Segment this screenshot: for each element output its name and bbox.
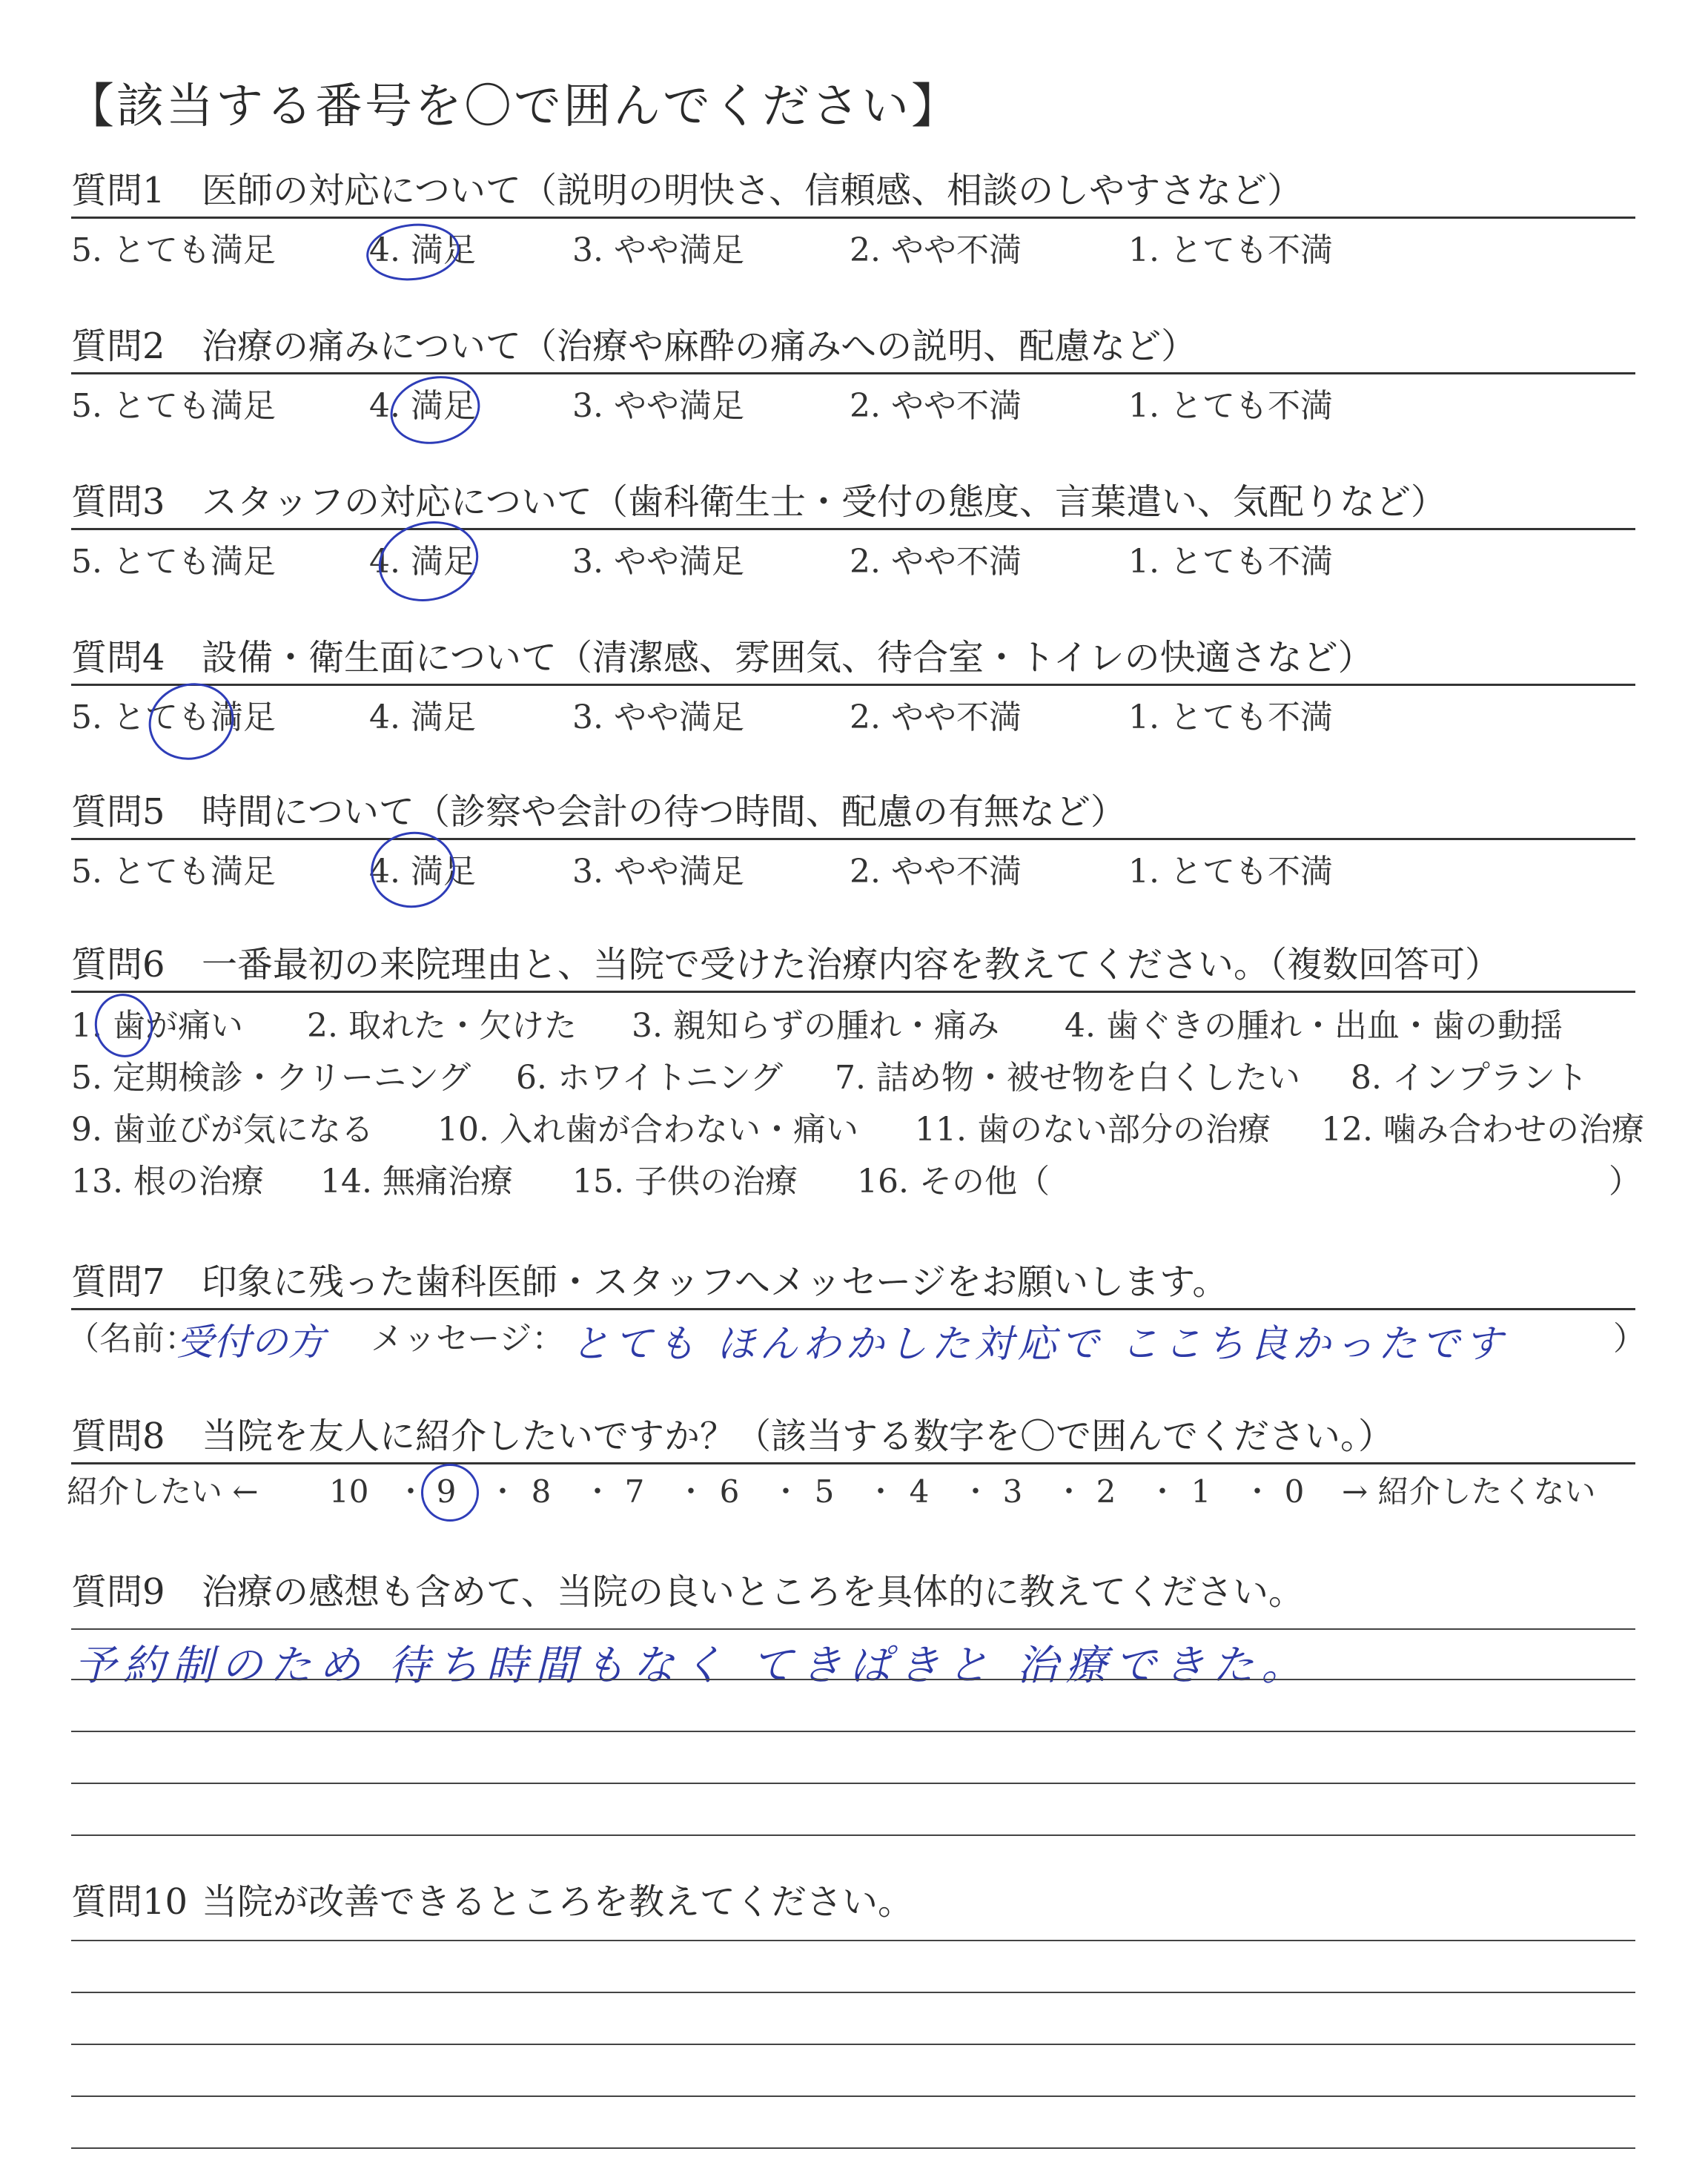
question-3-title	[71, 480, 1635, 530]
q8-scale-3[interactable]: 3	[1002, 1473, 1023, 1510]
q8-scale-2[interactable]: 2	[1096, 1473, 1116, 1510]
question-number: 質問3	[71, 481, 165, 523]
q6-option-15[interactable]: 15. 子供の治療	[572, 1163, 798, 1200]
q8-scale-5[interactable]: 5	[814, 1473, 835, 1510]
question-number: 質問1	[71, 170, 165, 211]
scale-separator: ・	[866, 1475, 896, 1509]
q6-option-6[interactable]: 6. ホワイトニング	[516, 1059, 784, 1097]
q1-option-4[interactable]: 4. 満足	[369, 231, 476, 269]
scale-separator: ・	[676, 1475, 706, 1509]
q3-option-3[interactable]: 3. やや満足	[572, 543, 744, 581]
scale-separator: ・	[1054, 1475, 1084, 1509]
question-text: 治療の痛みについて（治療や麻酔の痛みへの説明、配慮など）	[202, 326, 1197, 367]
q6-option-8[interactable]: 8. インプラント	[1351, 1059, 1588, 1097]
q8-right-label: → 紹介したくない	[1342, 1473, 1596, 1510]
question-text: 治療の感想も含めて、当院の良いところを具体的に教えてください。	[202, 1571, 1305, 1613]
question-9-title	[71, 1571, 1635, 1618]
q6-option-16[interactable]: 16. その他（	[857, 1163, 1050, 1200]
question-number: 質問8	[71, 1416, 165, 1457]
question-number: 質問5	[71, 791, 165, 833]
q6-option-12[interactable]: 12. 噛み合わせの治療	[1321, 1111, 1644, 1149]
scale-separator: ・	[396, 1475, 426, 1509]
q8-scale-10[interactable]: 10	[329, 1473, 369, 1510]
question-8-title	[71, 1415, 1635, 1464]
question-text: スタッフの対応について（歯科衛生士・受付の態度、言葉遣い、気配りなど）	[202, 481, 1447, 523]
scale-separator: ・	[488, 1475, 517, 1509]
scale-separator: ・	[961, 1475, 990, 1509]
answer-line	[71, 1628, 1635, 1630]
answer-line	[71, 1992, 1635, 1993]
q5-option-2[interactable]: 2. やや不満	[850, 853, 1022, 891]
q8-scale-4[interactable]: 4	[909, 1473, 930, 1510]
q8-scale-1[interactable]: 1	[1191, 1473, 1211, 1510]
q2-option-1[interactable]: 1. とても不満	[1128, 387, 1333, 425]
q6-option-3[interactable]: 3. 親知らずの腫れ・痛み	[632, 1007, 999, 1045]
q6-option-13[interactable]: 13. 根の治療	[71, 1163, 264, 1200]
q4-option-5[interactable]: 5. とても満足	[71, 698, 276, 736]
q2-option-5[interactable]: 5. とても満足	[71, 387, 276, 425]
question-5-title	[71, 790, 1635, 840]
question-text: 時間について（診察や会計の待つ時間、配慮の有無など）	[202, 791, 1127, 833]
question-6-title	[71, 943, 1635, 993]
answer-line	[71, 1679, 1635, 1680]
answer-line	[71, 1783, 1635, 1784]
q1-option-5[interactable]: 5. とても満足	[71, 231, 276, 269]
q7-name-handwriting[interactable]: 受付の方	[176, 1321, 325, 1364]
question-text: 印象に残った歯科医師・スタッフへメッセージをお願いします。	[202, 1261, 1228, 1303]
q6-option-4[interactable]: 4. 歯ぐきの腫れ・出血・歯の動揺	[1065, 1007, 1563, 1045]
q1-option-3[interactable]: 3. やや満足	[572, 231, 744, 269]
question-text: 当院が改善できるところを教えてください。	[202, 1881, 914, 1923]
question-text: 医師の対応について（説明の明快さ、信頼感、相談のしやすさなど）	[202, 170, 1303, 211]
q6-option-5[interactable]: 5. 定期検診・クリーニング	[71, 1059, 471, 1097]
q5-option-4[interactable]: 4. 満足	[369, 853, 476, 891]
question-text: 設備・衛生面について（清潔感、雰囲気、待合室・トイレの快適さなど）	[202, 637, 1374, 678]
q8-left-label: 紹介したい ←	[67, 1473, 259, 1510]
q6-other-close-paren: ）	[1609, 1163, 1641, 1200]
question-number: 質問6	[71, 944, 165, 985]
answer-line	[71, 2147, 1635, 2149]
answer-line	[71, 1834, 1635, 1836]
q6-option-7[interactable]: 7. 詰め物・被せ物を白くしたい	[835, 1059, 1300, 1097]
answer-line	[71, 2044, 1635, 2045]
q6-option-2[interactable]: 2. 取れた・欠けた	[307, 1007, 577, 1045]
q8-scale-0[interactable]: 0	[1284, 1473, 1305, 1510]
q8-scale-9[interactable]: 9	[436, 1473, 457, 1510]
q3-option-5[interactable]: 5. とても満足	[71, 543, 276, 581]
instruction-header: 【該当する番号を〇で囲んでください】	[67, 79, 961, 134]
q8-scale-7[interactable]: 7	[624, 1473, 645, 1510]
q6-option-9[interactable]: 9. 歯並びが気になる	[71, 1111, 374, 1149]
q2-option-3[interactable]: 3. やや満足	[572, 387, 744, 425]
q4-option-3[interactable]: 3. やや満足	[572, 698, 744, 736]
scale-separator: ・	[1242, 1475, 1272, 1509]
question-text: 一番最初の来院理由と、当院で受けた治療内容を教えてください。（複数回答可）	[202, 944, 1501, 985]
q4-option-2[interactable]: 2. やや不満	[850, 698, 1022, 736]
q8-scale-8[interactable]: 8	[531, 1473, 552, 1510]
q5-option-5[interactable]: 5. とても満足	[71, 853, 276, 891]
q3-option-2[interactable]: 2. やや不満	[850, 543, 1022, 581]
q9-answer-handwriting[interactable]: 予約制のため 待ち時間もなく てきぱきと 治療できた。	[74, 1642, 1311, 1690]
question-number: 質問4	[71, 637, 165, 678]
question-2-title	[71, 325, 1635, 374]
q5-option-1[interactable]: 1. とても不満	[1128, 853, 1333, 891]
q6-option-14[interactable]: 14. 無痛治療	[320, 1163, 513, 1200]
q3-option-1[interactable]: 1. とても不満	[1128, 543, 1333, 581]
scale-separator: ・	[583, 1475, 612, 1509]
question-number: 質問7	[71, 1261, 165, 1303]
question-7-title	[71, 1261, 1635, 1310]
q4-option-4[interactable]: 4. 満足	[369, 698, 476, 736]
q6-option-11[interactable]: 11. 歯のない部分の治療	[915, 1111, 1271, 1149]
question-number: 質問2	[71, 326, 165, 367]
q2-option-2[interactable]: 2. やや不満	[850, 387, 1022, 425]
q7-message-label: メッセージ：	[371, 1320, 565, 1358]
scale-separator: ・	[771, 1475, 801, 1509]
q1-option-2[interactable]: 2. やや不満	[850, 231, 1022, 269]
q1-option-1[interactable]: 1. とても不満	[1128, 231, 1333, 269]
question-4-title	[71, 636, 1635, 686]
q8-scale-6[interactable]: 6	[719, 1473, 740, 1510]
answer-line	[71, 1731, 1635, 1732]
q6-option-1[interactable]: 1. 歯が痛い	[71, 1007, 243, 1045]
q3-option-4[interactable]: 4. 満足	[369, 543, 476, 581]
q5-option-3[interactable]: 3. やや満足	[572, 853, 744, 891]
q7-close-paren: ）	[1613, 1320, 1646, 1358]
question-number: 質問10	[71, 1881, 188, 1923]
q6-option-10[interactable]: 10. 入れ歯が合わない・痛い	[437, 1111, 858, 1149]
answer-line	[71, 1940, 1635, 1941]
question-1-title	[71, 169, 1635, 219]
q4-option-1[interactable]: 1. とても不満	[1128, 698, 1333, 736]
q2-option-4[interactable]: 4. 満足	[369, 387, 476, 425]
question-text: 当院を友人に紹介したいですか？（該当する数字を〇で囲んでください。）	[202, 1416, 1394, 1457]
scale-separator: ・	[1148, 1475, 1177, 1509]
question-10-title	[71, 1880, 1635, 1928]
q7-message-handwriting[interactable]: とても ほんわかした対応で ここち良かったです	[571, 1322, 1508, 1367]
answer-line	[71, 2095, 1635, 2097]
question-number: 質問9	[71, 1571, 165, 1613]
q7-name-label: （名前：	[67, 1320, 197, 1358]
